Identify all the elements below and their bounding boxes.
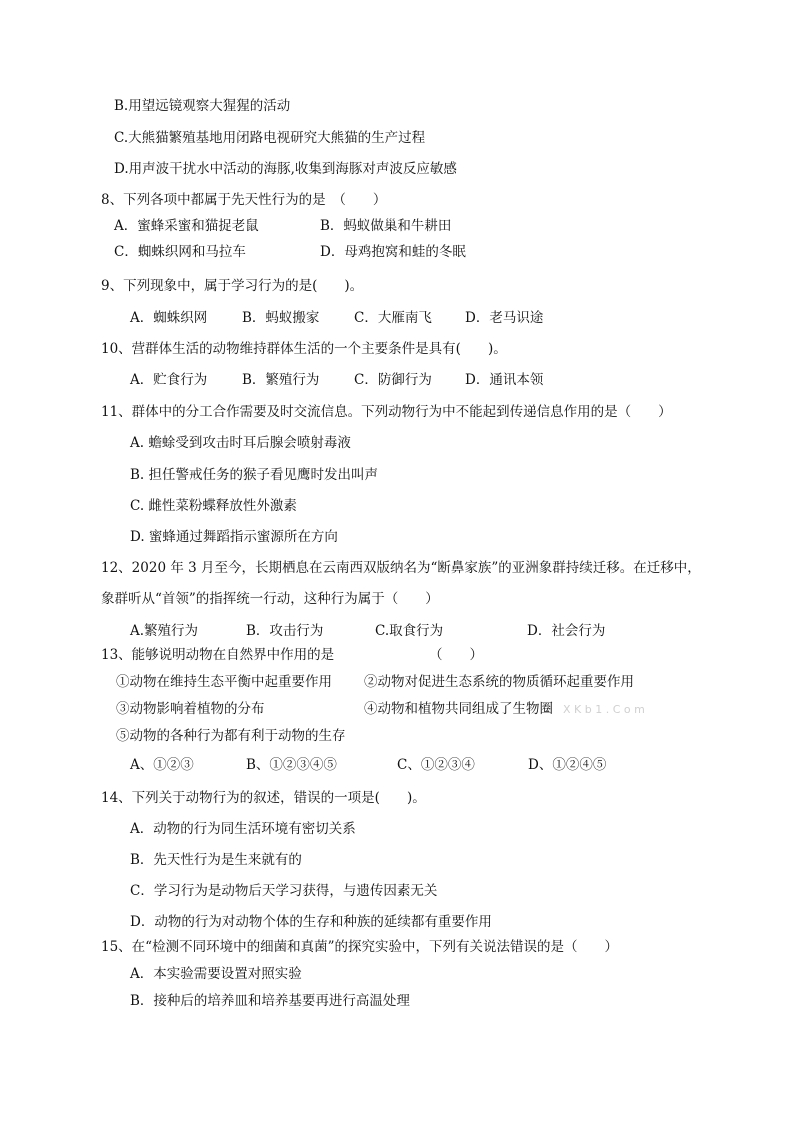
q14-option-a: A．动物的行为同生活环境有密切关系 xyxy=(130,821,356,837)
q13-statement-3: ③动物影响着植物的分布 xyxy=(116,701,265,717)
q13-options xyxy=(130,756,730,774)
q11-option-a: A. 蟾蜍受到攻击时耳后腺会喷射毒液 xyxy=(130,435,351,451)
q13-statement-5: ⑤动物的各种行为都有利于动物的生存 xyxy=(116,728,346,744)
q14-stem: 14、下列关于动物行为的叙述，错误的一项是( )。 xyxy=(101,790,426,806)
q8-option-d: D．母鸡抱窝和蛙的冬眠 xyxy=(320,244,466,260)
q13-statement-2: ②动物对促进生态系统的物质循环起重要作用 xyxy=(364,674,634,690)
q10-option-a: A．贮食行为 xyxy=(130,372,208,388)
watermark: X K b 1 . C o m xyxy=(563,703,645,716)
q8-option-a: A．蜜蜂采蜜和猫捉老鼠 xyxy=(114,218,259,234)
q8-stem: 8、下列各项中都属于先天性行为的是 （ ） xyxy=(101,192,387,208)
q12-stem: 12、2020 年 3 月至今，长期栖息在云南西双版纳名为“断鼻家族”的亚洲象群持续迁移。在迁移中， xyxy=(101,560,701,576)
q11-option-b: B. 担任警戒任务的猴子看见鹰时发出叫声 xyxy=(130,467,379,483)
q13-statement-4: ④动物和植物共同组成了生物圈 xyxy=(364,701,553,717)
q9-option-a: A．蜘蛛织网 xyxy=(130,310,208,326)
q13-answer-paren: （ ） xyxy=(429,647,483,663)
q11-stem: 11、群体中的分工合作需要及时交流信息。下列动物行为中不能起到传递信息作用的是（ ） xyxy=(101,404,672,420)
q15-option-a: A．本实验需要设置对照实验 xyxy=(130,966,302,982)
q9-option-d: D．老马识途 xyxy=(465,310,544,326)
q13-option-c: C、①②③④ xyxy=(397,757,475,773)
q12-option-c: C.取食行为 xyxy=(375,623,444,639)
q9-option-c: C．大雁南飞 xyxy=(354,310,432,326)
q9-option-b: B．蚂蚁搬家 xyxy=(242,310,320,326)
q10-stem: 10、营群体生活的动物维持群体生活的一个主要条件是具有( )。 xyxy=(101,341,507,357)
q8-option-b: B．蚂蚁做巢和牛耕田 xyxy=(320,218,452,234)
q12-option-a: A.繁殖行为 xyxy=(130,623,199,639)
q13-option-b: B、①②③④⑤ xyxy=(246,757,337,773)
q14-option-b: B．先天性行为是生来就有的 xyxy=(130,852,302,868)
q12-option-b: B．攻击行为 xyxy=(246,623,324,639)
q10-option-d: D．通讯本领 xyxy=(465,372,544,388)
q8-options-row2 xyxy=(114,243,714,261)
q14-option-d: D．动物的行为对动物个体的生存和种族的延续都有重要作用 xyxy=(130,914,492,930)
q7-option-b: B.用望远镜观察大猩猩的活动 xyxy=(114,98,291,114)
q9-options xyxy=(130,309,730,327)
q11-option-d: D. 蜜蜂通过舞蹈指示蜜源所在方向 xyxy=(130,529,338,545)
q11-option-c: C. 雌性菜粉蝶释放性外激素 xyxy=(130,498,297,514)
q12-option-d: D．社会行为 xyxy=(527,623,606,639)
q9-stem: 9、下列现象中，属于学习行为的是( )。 xyxy=(101,278,364,294)
q13-option-d: D、①②④⑤ xyxy=(528,757,607,773)
q10-option-b: B．繁殖行为 xyxy=(242,372,320,388)
q13-option-a: A、①②③ xyxy=(130,757,194,773)
q7-option-c: C.大熊猫繁殖基地用闭路电视研究大熊猫的生产过程 xyxy=(114,130,426,146)
q8-options-row1 xyxy=(114,217,714,235)
q12-stem-continued: 象群听从“首领”的指挥统一行动，这种行为属于（ ） xyxy=(101,591,439,607)
q13-statement-1: ①动物在维持生态平衡中起重要作用 xyxy=(116,674,332,690)
q10-options xyxy=(130,371,730,389)
q7-option-d: D.用声波干扰水中活动的海豚,收集到海豚对声波反应敏感 xyxy=(114,161,457,177)
q13-statements-row1 xyxy=(116,673,716,691)
q15-stem: 15、在“检测不同环境中的细菌和真菌”的探究实验中，下列有关说法错误的是（ ） xyxy=(101,939,618,955)
q14-option-c: C．学习行为是动物后天学习获得，与遗传因素无关 xyxy=(130,883,438,899)
q12-options xyxy=(130,622,730,640)
q13-stem: 13、能够说明动物在自然界中作用的是 xyxy=(101,647,335,663)
q8-option-c: C．蜘蛛织网和马拉车 xyxy=(114,244,246,260)
q15-option-b: B．接种后的培养皿和培养基要再进行高温处理 xyxy=(130,993,410,1009)
q10-option-c: C．防御行为 xyxy=(354,372,432,388)
